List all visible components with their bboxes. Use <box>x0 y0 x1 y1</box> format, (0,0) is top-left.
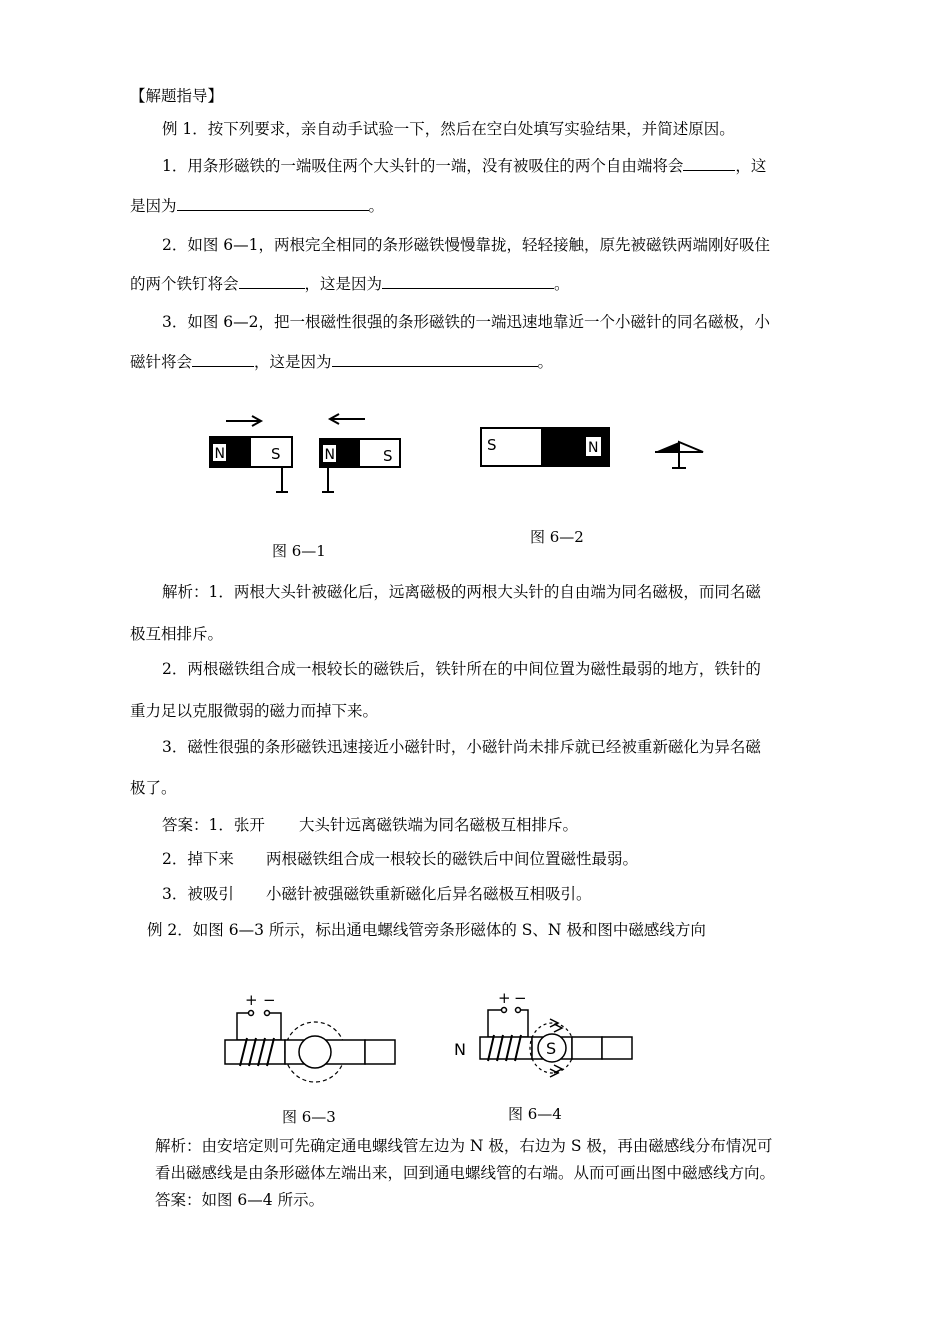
solenoid <box>225 1038 285 1066</box>
battery-circuit <box>488 1008 528 1038</box>
question1-line1 <box>162 156 766 176</box>
section-heading: 【解题指导】 <box>130 87 224 105</box>
question3-text-b: ，这是因为 <box>254 353 332 371</box>
answer1-b: 大头针远离磁铁端为同名磁极互相排斥。 <box>299 816 579 834</box>
answer1-a: 答案：1．张开 <box>162 816 265 834</box>
answer3-b: 小磁针被强磁铁重新磁化后异名磁极互相吸引。 <box>266 885 592 903</box>
answer-ex2: 答案：如图 6—4 所示。 <box>155 1191 325 1209</box>
solenoid-n-label: N <box>454 1040 466 1059</box>
figure-6-3-caption: 图 6—3 <box>282 1108 336 1126</box>
example1-intro: 例 1．按下列要求，亲自动手试验一下，然后在空白处填写实验结果，并简述原因。 <box>162 120 735 138</box>
question3-line2 <box>130 352 553 372</box>
magnet-s-label: S <box>383 447 393 465</box>
answer3-a: 3．被吸引 <box>162 885 234 903</box>
question3-text-c: 。 <box>537 353 554 371</box>
iron-nail-left <box>276 467 288 492</box>
strong-bar-magnet <box>481 428 609 466</box>
figure-6-4-caption: 图 6—4 <box>508 1105 562 1123</box>
right-bar-magnet <box>320 439 400 467</box>
question1-text-d: 。 <box>368 197 385 215</box>
positive-terminal-label: + <box>245 991 258 1009</box>
question1-text-b: ，这 <box>735 157 767 175</box>
answer2-b: 两根磁铁组合成一根较长的磁铁后中间位置磁性最弱。 <box>266 850 639 868</box>
figure-6-3 <box>215 990 405 1085</box>
compass-needle-icon <box>655 442 703 468</box>
analysis1-line2: 极互相排斥。 <box>130 625 224 643</box>
solenoid <box>480 1035 532 1061</box>
answer-blank[interactable] <box>239 274 305 289</box>
magnet-n-label: N <box>214 446 225 462</box>
positive-terminal-label: + <box>498 989 511 1007</box>
analysis1-line1: 解析：1．两根大头针被磁化后，远离磁极的两根大头针的自由端为同名磁极，而同名磁 <box>162 583 761 601</box>
figure-6-2 <box>475 420 715 480</box>
question2-line1: 2．如图 6—1，两根完全相同的条形磁铁慢慢靠拢，轻轻接触，原先被磁铁两端刚好吸住 <box>162 236 771 254</box>
analysis2-line1: 2．两根磁铁组合成一根较长的磁铁后，铁针所在的中间位置为磁性最弱的地方，铁针的 <box>162 660 761 678</box>
question2-text-a: 的两个铁钉将会 <box>130 275 239 293</box>
figure-6-4 <box>450 985 640 1085</box>
reason-blank[interactable] <box>332 352 538 367</box>
question3-text-a: 磁针将会 <box>130 353 193 371</box>
example2-intro: 例 2．如图 6—3 所示，标出通电螺线管旁条形磁体的 S、N 极和图中磁感线方向 <box>147 921 706 939</box>
iron-nail-right <box>322 467 334 492</box>
answer-blank[interactable] <box>192 352 254 367</box>
magnet-n-label: N <box>588 440 599 456</box>
question1-text-c: 是因为 <box>130 197 177 215</box>
analysis-ex2-line2: 看出磁感线是由条形磁体左端出来，回到通电螺线管的右端。从而可画出图中磁感线方向。 <box>155 1164 776 1182</box>
negative-terminal-label: − <box>514 989 527 1007</box>
analysis-ex2-line1: 解析：由安培定则可先确定通电螺线管左边为 N 极，右边为 S 极，再由磁感线分布情况可 <box>155 1137 773 1155</box>
left-bar-magnet <box>210 437 292 467</box>
reason-blank[interactable] <box>177 196 369 211</box>
figure-6-1-caption: 图 6—1 <box>272 542 326 560</box>
magnet-s-label: S <box>546 1039 557 1058</box>
question2-text-b: ，这是因为 <box>304 275 383 293</box>
magnet-s-label: S <box>271 445 281 463</box>
question2-line2 <box>130 274 570 294</box>
answer2-a: 2．掉下来 <box>162 850 234 868</box>
negative-terminal-label: − <box>263 991 276 1009</box>
figure-6-2-caption: 图 6—2 <box>530 528 584 546</box>
battery-circuit <box>237 1011 281 1041</box>
analysis3-line2: 极了。 <box>130 779 177 797</box>
question2-text-c: 。 <box>554 275 570 293</box>
question1-line2 <box>130 196 384 216</box>
reason-blank[interactable] <box>382 274 554 289</box>
answer-blank[interactable] <box>683 156 735 171</box>
analysis2-line2: 重力足以克服微弱的磁力而掉下来。 <box>130 702 379 720</box>
question1-text-a: 1．用条形磁铁的一端吸住两个大头针的一端，没有被吸住的两个自由端将会 <box>162 157 684 175</box>
question3-line1: 3．如图 6—2，把一根磁性很强的条形磁铁的一端迅速地靠近一个小磁针的同名磁极，小 <box>162 313 771 331</box>
magnet-n-label: N <box>324 447 335 463</box>
magnet-end-circle <box>299 1036 331 1068</box>
magnet-s-label: S <box>487 436 497 454</box>
figure-6-1 <box>200 405 410 500</box>
analysis3-line1: 3．磁性很强的条形磁铁迅速接近小磁针时，小磁针尚未排斥就已经被重新磁化为异名磁 <box>162 738 761 756</box>
